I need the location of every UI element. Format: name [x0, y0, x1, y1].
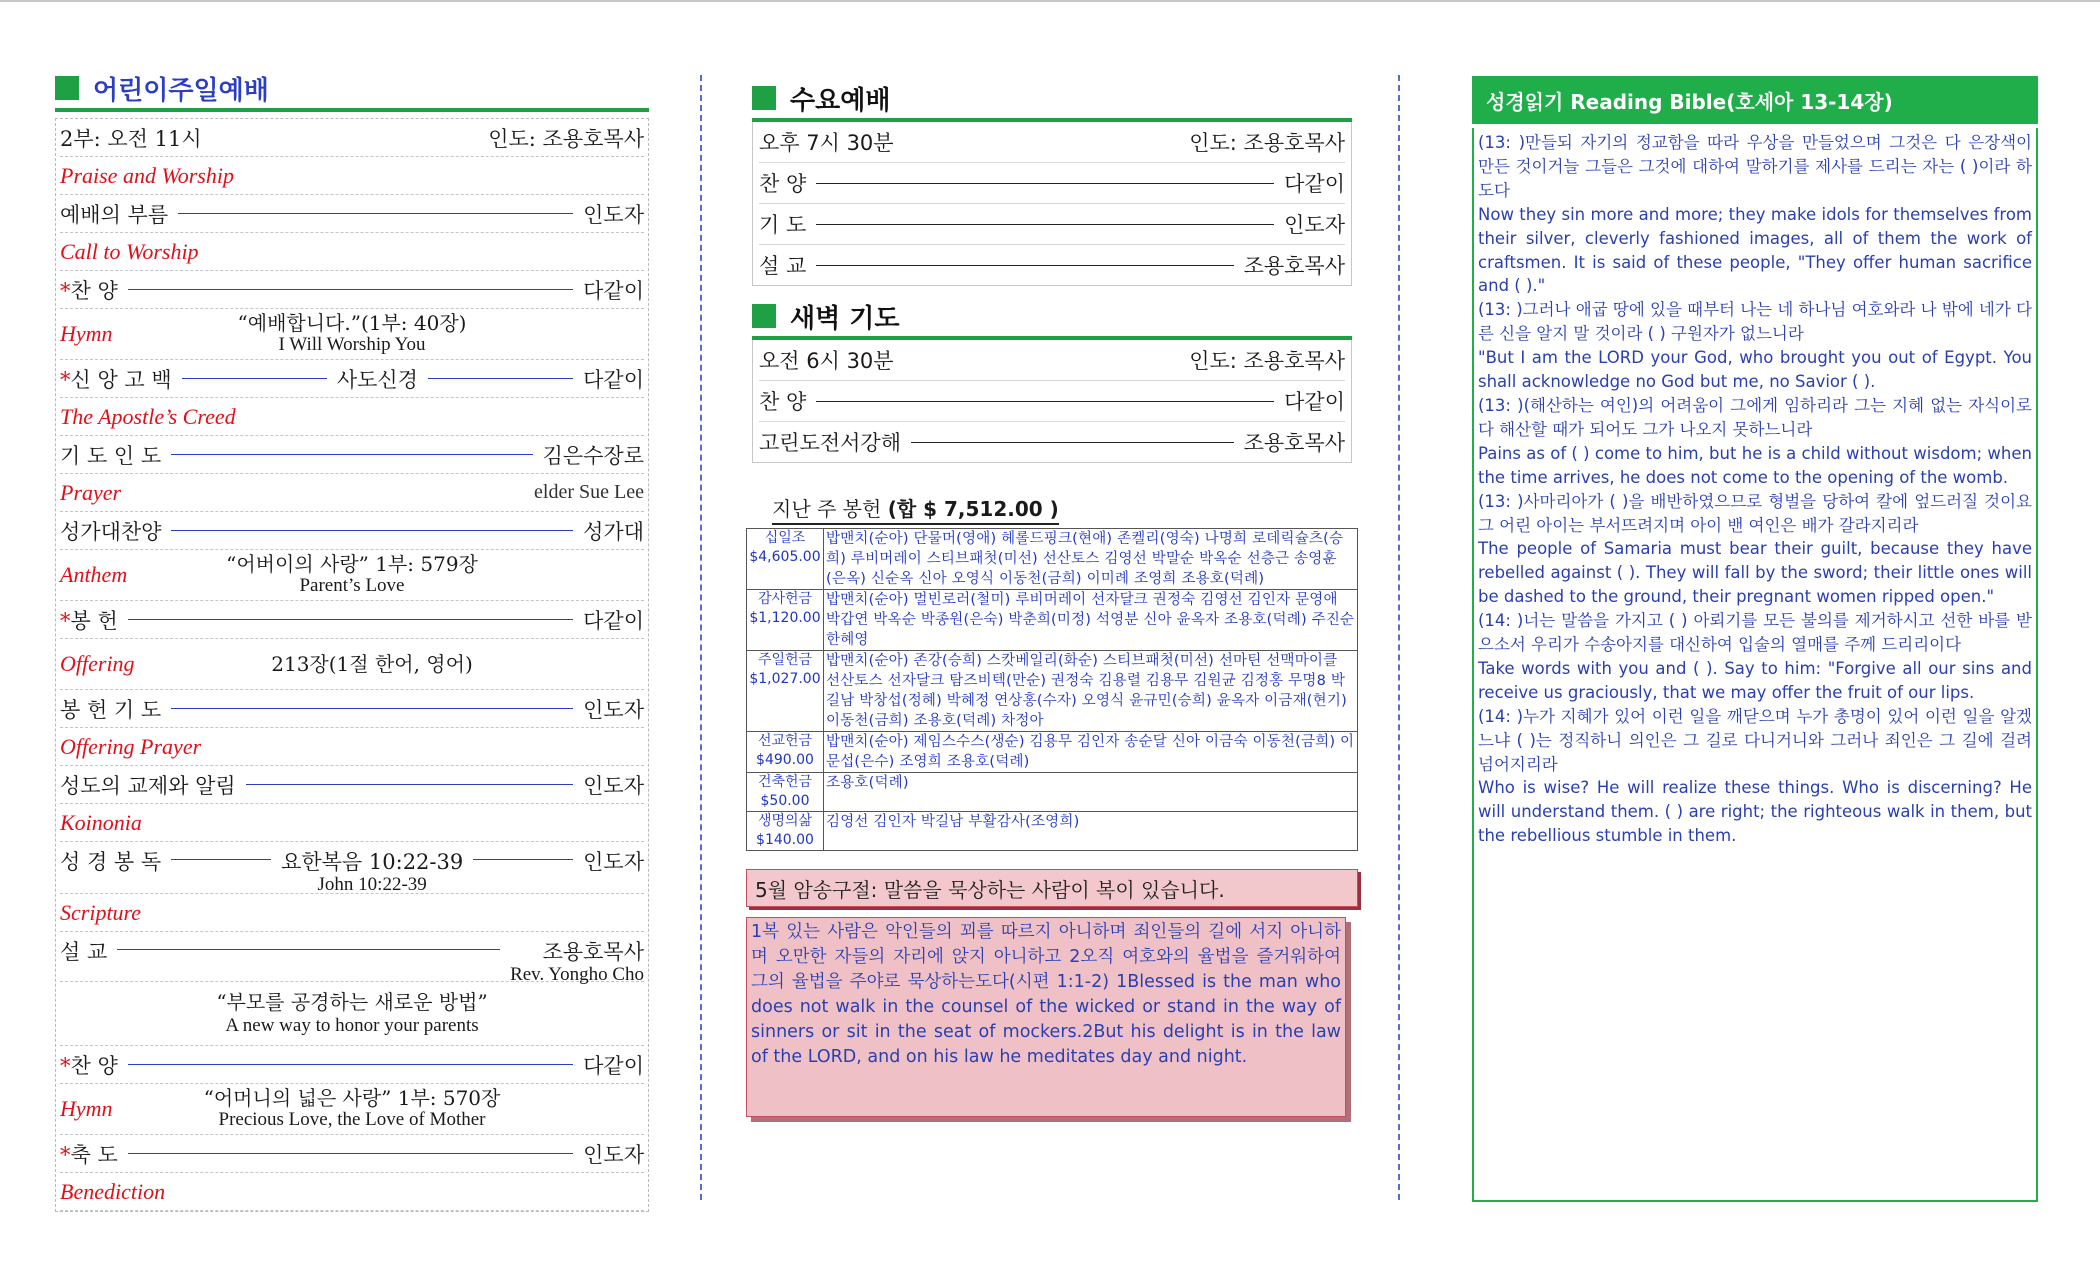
scripture-row: [60, 842, 644, 894]
leader-line: [178, 213, 573, 214]
hymn-title: 213장(1절 한어, 영어): [271, 652, 473, 676]
english-label: Koinonia: [60, 809, 142, 835]
offering-amount: $4,605.00: [749, 549, 821, 565]
offering-label: 선교헌금: [757, 733, 813, 749]
green-square-icon: [55, 76, 79, 100]
offering-amount: $490.00: [756, 752, 814, 768]
sermon-english-title: A new way to honor your parents: [225, 1015, 479, 1036]
wednesday-order-row: [759, 163, 1345, 204]
wednesday-leader: 인도: 조용호목사: [1189, 131, 1345, 155]
reading-paragraph: (14: )누가 지혜가 있어 이런 일을 깨닫으며 누가 총명이 있어 이런 일을 알겠느냐 ( )는 정직하니 의인은 그 길로 다니거니와 그러나 죄인은 그 길에 걸려 넘어지리라: [1478, 706, 2032, 774]
english-label: Offering: [60, 651, 135, 676]
order-item-row: [60, 1135, 644, 1173]
sunday-order-box: [55, 118, 649, 1212]
reading-paragraph: (13: )사마리아가 ( )을 배반하였으므로 형벌을 당하여 칼에 엎드러질 것이요 그 어린 아이는 부서뜨려지며 아이 밴 여인은 배가 갈라지리라: [1478, 491, 2032, 535]
offering-row: [747, 773, 1358, 812]
order-item-name: 봉 헌 기 도: [60, 697, 162, 722]
english-label-row: [60, 1173, 644, 1211]
offering-category: [747, 812, 824, 851]
green-square-icon: [752, 86, 776, 110]
english-label: Benediction: [60, 1178, 166, 1204]
hymn-detail: [60, 1087, 644, 1131]
offering-label: 생명의삶: [757, 813, 813, 829]
leader-line: [816, 401, 1274, 402]
offering-amount: $1,027.00: [749, 671, 821, 687]
english-name: elder Sue Lee: [534, 481, 644, 503]
english-label: Scripture: [60, 899, 142, 925]
order-item-name: 설 교: [759, 254, 807, 278]
sunday-title: 어린이주일예배: [93, 75, 269, 106]
wednesday-order-row: [759, 204, 1345, 245]
order-item-leader: 인도자: [583, 202, 644, 227]
reading-bible-column: [1472, 76, 2038, 1202]
order-item-name: 성 경 봉 독: [60, 850, 162, 874]
offering-donors: 밥맨치(순아) 단물머(영애) 헤롤드핑크(현애) 존켈리(영숙) 나명희 로데릭슐츠(승희) 루비머레이 스티브패첫(미선) 선산토스 김영선 박말순 박옥순 선층근 송영훈(은옥) 신순옥 신아 오영식 이동천(금희) 이미례 조영희 조용호(덕례): [824, 529, 1358, 590]
dawn-title: 새벽 기도: [790, 303, 900, 334]
english-label-row: [60, 804, 644, 842]
wednesday-time: 오후 7시 30분: [759, 131, 894, 155]
hymn-detail-row: [60, 1084, 644, 1135]
top-border: [0, 0, 2100, 2]
order-item-name: 신 앙 고 백: [70, 367, 172, 392]
english-label: Call to Worship: [60, 238, 199, 264]
offering-donors: 조용호(덕례): [824, 773, 1358, 812]
reading-paragraph: Take words with you and ( ). Say to him: "Forgive all our sins and receive us graciously, that we may offer the fruit of our lips.: [1478, 658, 2032, 702]
order-item-name: 찬 양: [759, 390, 807, 414]
sunday-title-underline: [55, 108, 649, 112]
order-item-leader: 다같이: [1284, 390, 1345, 414]
english-label: Hymn: [60, 1096, 113, 1121]
order-item-leader: 인도자: [1284, 213, 1345, 237]
order-item-leader: 조용호목사: [1243, 431, 1345, 455]
order-item-name: 설 교: [60, 940, 108, 964]
offering-category: [747, 773, 824, 812]
english-label: Praise and Worship: [60, 162, 234, 188]
order-item-label: [60, 199, 168, 229]
order-item-row: [60, 1046, 644, 1084]
order-item-name: 예배의 부름: [60, 202, 169, 227]
order-item-label: [60, 364, 172, 394]
preacher-korean: 조용호목사: [542, 940, 644, 964]
wednesday-title-bar: [752, 80, 1352, 116]
leader-line: [816, 224, 1274, 225]
sermon-title: “부모를 공경하는 새로운 방법”: [216, 990, 488, 1014]
leader-line: [128, 619, 573, 620]
order-item-name: 고린도전서강해: [759, 431, 902, 455]
english-label: Offering Prayer: [60, 733, 202, 759]
order-item-row: [60, 360, 644, 398]
sunday-service-leader: 인도: 조용호목사: [488, 126, 644, 151]
order-item-name: 성도의 교제와 알림: [60, 773, 236, 798]
hymn-title: “어머니의 넓은 사랑” 1부: 570장: [203, 1086, 501, 1110]
leader-line: [911, 442, 1234, 443]
order-item-name: 축 도: [70, 1142, 118, 1167]
leader-line: [128, 1064, 573, 1065]
reading-paragraph: (13: )그러나 애굽 땅에 있을 때부터 나는 네 하나님 여호와라 나 밖에 네가 다른 신을 알지 말 것이라 ( ) 구원자가 없느니라: [1478, 300, 2032, 344]
sunday-time-row: [60, 119, 644, 157]
order-item-name: 찬 양: [70, 278, 118, 303]
hymn-english-title: Precious Love, the Love of Mother: [218, 1109, 486, 1130]
reading-paragraph: Now they sin more and more; they make idols for themselves from their silver, cleverly fashioned images, all of them the work of craftsmen. It is said of these people, "They offer human sacrifice and ( ).": [1478, 204, 2032, 296]
offering-label: 감사헌금: [757, 591, 813, 607]
order-item-label: [60, 275, 118, 305]
offering-row: [747, 732, 1358, 773]
asterisk-mark: *: [60, 367, 71, 392]
order-item-row: [60, 690, 644, 728]
leader-line: [182, 378, 327, 379]
offering-donors: 밥맨치(순아) 존강(승희) 스캇베일리(화순) 스티브패첫(미선) 선마틴 선맥마이클 선산토스 선자달크 탐즈비텍(만순) 권정숙 김용렬 김용무 김원균 김정홍 무명8 박길남 박창섭(정혜) 박혜정 연상홍(수자) 오영식 윤규민(승희) 윤옥자 이금재(현기) 이동천(금희) 조용호(덕례) 차정아: [824, 651, 1358, 732]
sermon-title-row: [60, 982, 644, 1046]
sunday-service-column: [55, 70, 649, 1212]
weekly-column: [749, 70, 1355, 1117]
english-label-row: [60, 474, 644, 512]
reading-paragraph: "But I am the LORD your God, who brought you out of Egypt. You shall acknowledge no God but me, no Savior ( ).: [1478, 348, 2032, 392]
order-item-label: [60, 605, 118, 635]
hymn-title: “예배합니다.”(1부: 40장): [237, 311, 467, 335]
wednesday-time-row: [759, 122, 1345, 163]
leader-line: [117, 949, 500, 950]
order-item-leader: 다같이: [583, 1053, 644, 1078]
reading-paragraph: The people of Samaria must bear their guilt, because they have rebelled against ( ). They will fall by the sword; their little ones will be dashed to the ground, their pregnant women ripped open.": [1478, 539, 2032, 607]
offering-label: 건축헌금: [757, 774, 813, 790]
leader-line: [816, 183, 1274, 184]
order-item-row: [60, 512, 644, 550]
english-label-row: [60, 233, 644, 271]
hymn-detail: [60, 312, 644, 356]
column-divider-1: [700, 75, 702, 1200]
leader-line: [171, 530, 573, 531]
order-item-leader: 성가대: [583, 519, 644, 544]
order-item-row: [60, 436, 644, 474]
english-label: Hymn: [60, 321, 113, 346]
order-item-label: [60, 694, 161, 724]
order-item-label: [60, 516, 161, 546]
order-item-label: [60, 1139, 118, 1169]
leader-line: [428, 378, 573, 379]
english-label: Anthem: [60, 562, 128, 587]
order-item-detail: 사도신경: [336, 367, 418, 392]
offering-amount: $140.00: [756, 832, 814, 848]
hymn-english-title: I Will Worship You: [278, 334, 426, 355]
english-label: The Apostle’s Creed: [60, 403, 236, 429]
leader-line: [246, 784, 574, 785]
leader-line: [816, 265, 1233, 266]
leader-line: [171, 454, 532, 455]
offering-category: [747, 590, 824, 651]
order-item-leader: 다같이: [1284, 172, 1345, 196]
hymn-detail-row: [60, 550, 644, 601]
asterisk-mark: *: [60, 608, 71, 633]
offering-table: [746, 528, 1358, 851]
offering-category: [747, 529, 824, 590]
column-divider-2: [1398, 75, 1400, 1200]
offering-label: 주일헌금: [757, 652, 813, 668]
dawn-time-row: [759, 340, 1345, 381]
offering-total: (합 $ 7,512.00 ): [887, 497, 1059, 521]
order-item-leader: 다같이: [583, 278, 644, 303]
memory-verse-header: 5월 암송구절: 말씀을 묵상하는 사람이 복이 있습니다.: [746, 869, 1358, 907]
order-item-row: [60, 766, 644, 804]
wednesday-title: 수요예배: [790, 85, 891, 116]
offering-category: [747, 651, 824, 732]
leader-line: [473, 859, 573, 860]
dawn-order-row: [759, 381, 1345, 422]
green-square-icon: [752, 304, 776, 328]
order-item-leader: 인도자: [583, 697, 644, 722]
sunday-title-bar: [55, 70, 649, 106]
order-item-label: [60, 440, 161, 470]
offering-row: [747, 590, 1358, 651]
order-item-leader: 조용호목사: [1243, 254, 1345, 278]
offering-donors: 밥맨치(순아) 제임스수스(생순) 김용무 김인자 송순달 신아 이금숙 이동천(금희) 이문섭(은수) 조영희 조용호(덕례): [824, 732, 1358, 773]
leader-line: [171, 708, 573, 709]
order-item-leader: 인도자: [583, 1142, 644, 1167]
offering-donors: 김영선 김인자 박길남 부활감사(조영희): [824, 812, 1358, 851]
asterisk-mark: *: [60, 1053, 71, 1078]
leader-line: [128, 1153, 573, 1154]
wednesday-order-box: [752, 122, 1352, 286]
reading-paragraph: Pains as of ( ) come to him, but he is a child without wisdom; when the time arrives, he does not come to the opening of the womb.: [1478, 443, 2032, 487]
hymn-detail-row: [60, 639, 644, 690]
sermon-preacher: [510, 936, 644, 986]
english-label-row: [60, 157, 644, 195]
english-label-row: [60, 894, 644, 932]
preacher-english: Rev. Yongho Cho: [510, 964, 644, 985]
offering-donors: 밥맨치(순아) 멀빈로러(철미) 루비머레이 선자달크 권정숙 김영선 김인자 문영애 박갑연 박옥순 박종원(은숙) 박춘희(미정) 석영분 신아 윤옥자 조용호(덕례) 주진순 한혜영: [824, 590, 1358, 651]
dawn-order-box: [752, 340, 1352, 463]
order-item-leader: 다같이: [583, 608, 644, 633]
memory-verse-body: 1복 있는 사람은 악인들의 꾀를 따르지 아니하며 죄인들의 길에 서지 아니하며 오만한 자들의 자리에 앉지 아니하고 2오직 여호와의 율법을 즐거워하여 그의 율법을 주야로 묵상하는도다(시편 1:1-2) 1Blessed is the man who does not walk in the counsel of the wicked or stand in the way of sinners or sit in the seat of mockers.2But his delight is in the law of the LORD, and on his law he meditates day and night.: [746, 917, 1346, 1117]
leader-line: [128, 289, 573, 290]
reading-paragraph: (14: )너는 말씀을 가지고 ( ) 아뢰기를 모든 불의를 제거하시고 선한 바를 받으소서 우리가 수송아지를 대신하여 입술의 열매를 주께 드리리이다: [1478, 611, 2032, 655]
dawn-title-bar: [752, 298, 1352, 334]
order-item-name: 찬 양: [70, 1053, 118, 1078]
order-item-leader: 다같이: [583, 367, 644, 392]
english-label: Prayer: [60, 479, 122, 505]
sunday-service-time: 2부: 오전 11시: [60, 126, 202, 151]
reading-paragraph: (13: )만들되 자기의 정교함을 따라 우상을 만들었으며 그것은 다 은장색이 만든 것이거늘 그들은 그것에 대하여 말하기를 제사를 드리는 자는 ( )이라 하도다: [1478, 133, 2032, 200]
wednesday-order-row: [759, 245, 1345, 285]
asterisk-mark: *: [60, 1142, 71, 1167]
order-item-name: 성가대찬양: [60, 519, 162, 544]
sermon-row: [60, 932, 644, 985]
offering-label: 십일조: [764, 530, 806, 546]
order-item-name: 기 도 인 도: [60, 443, 162, 468]
order-item-row: [60, 601, 644, 639]
leader-line: [171, 859, 271, 860]
order-item-name: 기 도: [759, 213, 807, 237]
order-item-row: [60, 195, 644, 233]
english-label-row: [60, 398, 644, 436]
reading-bible-body: [1472, 128, 2038, 1202]
reading-bible-title: 성경읽기 Reading Bible(호세아 13-14장): [1472, 76, 2038, 124]
english-label-row: [60, 728, 644, 766]
offering-category: [747, 732, 824, 773]
hymn-title: “어버이의 사랑” 1부: 579장: [226, 552, 478, 576]
offering-row: [747, 812, 1358, 851]
offering-amount: $1,120.00: [749, 610, 821, 626]
reading-paragraph: (13: )(해산하는 여인)의 어려움이 그에게 임하리라 그는 지혜 없는 자식이로다 해산할 때가 되어도 그가 나오지 못하느니라: [1478, 395, 2032, 439]
offering-row: [747, 651, 1358, 732]
order-item-leader: 인도자: [583, 773, 644, 798]
offering-title-prefix: 지난 주 봉헌: [772, 497, 888, 521]
scripture-english: John 10:22-39: [317, 874, 427, 895]
dawn-order-row: [759, 422, 1345, 462]
reading-paragraph: Who is wise? He will realize these things. Who is discerning? He will understand them. ( ) are right; the righteous walk in them, but the rebellious stumble in them.: [1478, 778, 2032, 846]
hymn-detail: [60, 553, 644, 597]
hymn-detail-row: [60, 309, 644, 360]
hymn-english-title: Parent’s Love: [299, 575, 405, 596]
order-item-label: [60, 1050, 118, 1080]
dawn-time: 오전 6시 30분: [759, 349, 894, 373]
offering-row: [747, 529, 1358, 590]
order-item-name: 찬 양: [759, 172, 807, 196]
order-item-leader: 김은수장로: [542, 443, 644, 468]
dawn-leader: 인도: 조용호목사: [1189, 349, 1345, 373]
scripture-korean: 요한복음 10:22-39: [281, 850, 464, 874]
order-item-leader: 인도자: [583, 850, 644, 874]
order-item-row: [60, 271, 644, 309]
offering-title: [772, 493, 1352, 522]
asterisk-mark: *: [60, 278, 71, 303]
order-item-name: 봉 헌: [70, 608, 118, 633]
hymn-detail: [60, 653, 644, 675]
order-item-label: [60, 770, 236, 800]
offering-amount: $50.00: [760, 793, 810, 809]
scripture-reference: [281, 846, 463, 896]
